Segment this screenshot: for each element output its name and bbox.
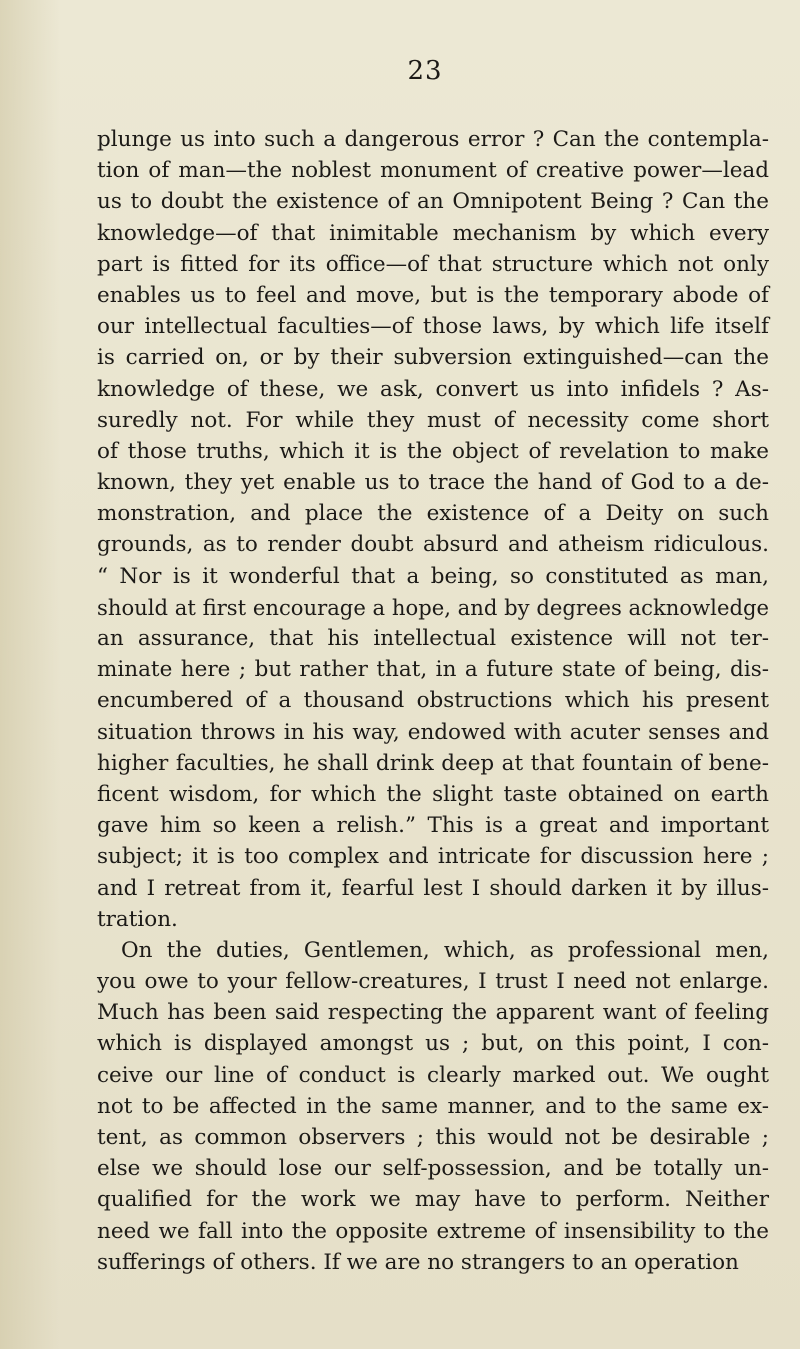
- text-line: knowledge of these, we ask, convert us into infidels ? As-: [97, 376, 769, 402]
- text-line: need we fall into the opposite extreme of insensibility to the: [97, 1218, 769, 1244]
- text-line: part is fitted for its office—of that structure which not only: [97, 251, 769, 277]
- body-text: [97, 124, 769, 1278]
- text-line: an assurance, that his intellectual existence will not ter-: [97, 626, 769, 651]
- text-line: knowledge—of that inimitable mechanism by which every: [97, 220, 769, 246]
- text-line: qualified for the work we may have to perform. Neither: [97, 1187, 769, 1213]
- text-line: tent, as common observers ; this would not be desirable ;: [97, 1125, 769, 1150]
- text-line: gave him so keen a relish.” This is a great and important: [97, 813, 769, 839]
- text-line: grounds, as to render doubt absurd and atheism ridiculous.: [97, 532, 769, 558]
- text-line: plunge us into such a dangerous error ? Can the contempla-: [97, 127, 769, 152]
- text-line: not to be affected in the same manner, and to the same ex-: [97, 1093, 769, 1119]
- text-line: our intellectual faculties—of those laws, by which life itself: [97, 314, 769, 340]
- text-line: else we should lose our self-possession, and be totally un-: [97, 1156, 769, 1182]
- text-line: ficent wisdom, for which the slight taste obtained on earth: [97, 781, 769, 807]
- text-line: us to doubt the existence of an Omnipotent Being ? Can the: [97, 189, 769, 215]
- text-line: higher faculties, he shall drink deep at that fountain of bene-: [97, 750, 769, 776]
- text-line: and I retreat from it, fearful lest I should darken it by illus-: [97, 875, 769, 901]
- text-line: minate here ; but rather that, in a future state of being, dis-: [97, 657, 769, 683]
- page-number: 23: [407, 56, 443, 86]
- text-line: suredly not. For while they must of necessity come short: [97, 407, 769, 433]
- text-line: “ Nor is it wonderful that a being, so constituted as man,: [97, 563, 769, 589]
- text-line: monstration, and place the existence of a Deity on such: [97, 501, 769, 527]
- text-line: Much has been said respecting the apparent want of feeling: [97, 1000, 769, 1026]
- text-line: tion of man—the noblest monument of creative power—lead: [97, 158, 769, 184]
- text-line: which is displayed amongst us ; but, on this point, I con-: [97, 1031, 769, 1057]
- text-line: you owe to your fellow-creatures, I trust I need not enlarge.: [97, 969, 769, 995]
- text-line: On the duties, Gentlemen, which, as professional men,: [121, 937, 769, 963]
- text-line: encumbered of a thousand obstructions which his present: [97, 688, 769, 714]
- text-line: of those truths, which it is the object of revelation to make: [97, 438, 769, 464]
- text-line: subject; it is too complex and intricate for discussion here ;: [97, 844, 769, 870]
- text-line: ceive our line of conduct is clearly marked out. We ought: [97, 1062, 769, 1088]
- text-line: enables us to feel and move, but is the temporary abode of: [97, 282, 769, 308]
- text-line: situation throws in his way, endowed with acuter senses and: [97, 719, 769, 745]
- text-line: known, they yet enable us to trace the hand of God to a de-: [97, 470, 769, 496]
- text-line: should at first encourage a hope, and by degrees acknowledge: [97, 594, 769, 620]
- text-line: tration.: [97, 906, 178, 932]
- text-line: sufferings of others. If we are no strangers to an operation: [97, 1249, 739, 1275]
- text-line: is carried on, or by their subversion extinguished—can the: [97, 345, 769, 371]
